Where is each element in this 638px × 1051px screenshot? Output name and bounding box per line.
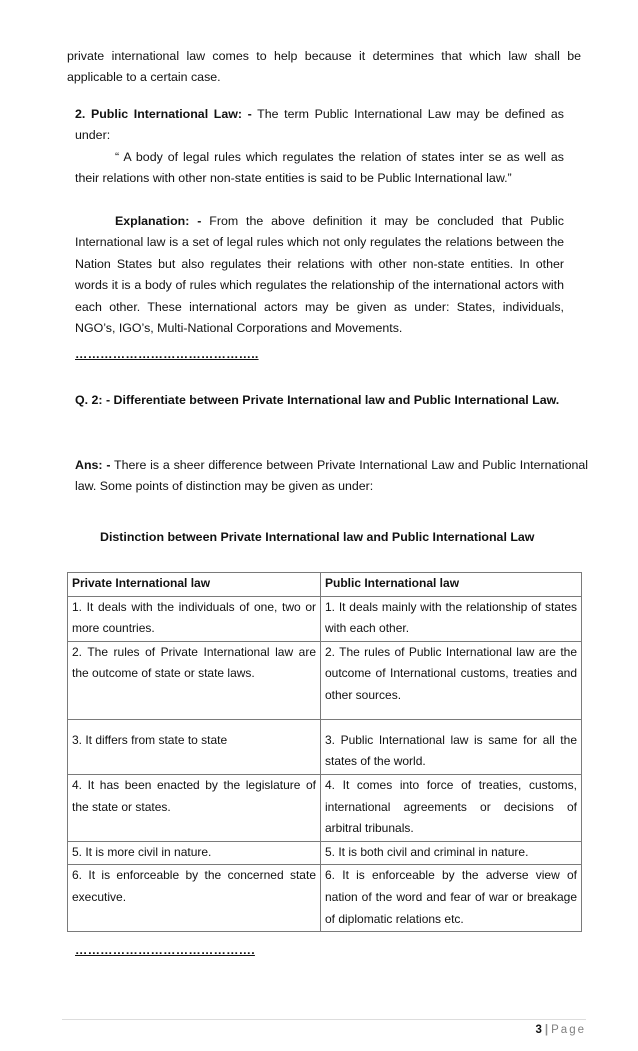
table-cell: 4. It comes into force of treaties, customs, international agreements or decisions of arbitral tribunals. (321, 774, 582, 841)
explanation-text: From the above definition it may be concluded that Public International law is a set of legal rules which not only regulates the relations between the Nation States but also regulates their relations with other non-state entities. In other words it is a body of rules which regulates the relationship of the international actors with each other. These international actors may be given as under: States, individuals, NGO’s, IGO’s, Multi-National Corporations and Movements. (75, 214, 564, 336)
answer-label: Ans: - (75, 458, 111, 472)
section-public-international-law (75, 104, 564, 147)
table-cell: 6. It is enforceable by the adverse view of nation of the word and fear of war or breakage of diplomatic relations etc. (321, 865, 582, 932)
separator-dots: …………………………………….. (75, 347, 259, 361)
separator-dots: ……………………………………. (75, 943, 255, 957)
page-footer (536, 1024, 586, 1036)
footer-divider (62, 1019, 586, 1020)
section-heading: 2. Public International Law: - (75, 107, 252, 121)
page-label: Page (551, 1024, 586, 1036)
table-cell: 2. The rules of Private International law are the outcome of state or state laws. (68, 641, 321, 719)
table-header-cell: Public International law (321, 573, 582, 597)
table-cell: 4. It has been enacted by the legislature of the state or states. (68, 774, 321, 841)
definition-quote: “ A body of legal rules which regulates the relation of states inter se as well as their relations with other non-state entities is said to be Public International law.” (75, 150, 564, 186)
table-cell: 1. It deals mainly with the relationship of states with each other. (321, 596, 582, 641)
answer-paragraph (75, 455, 588, 498)
explanation-paragraph (75, 211, 564, 339)
explanation-label: Explanation: - (115, 214, 202, 228)
table-row (68, 841, 582, 865)
table-title: Distinction between Private International law and Public International Law (100, 530, 535, 544)
table-cell: 5. It is more civil in nature. (68, 841, 321, 865)
question-heading: Q. 2: - Differentiate between Private International law and Public International Law. (75, 393, 560, 407)
table-row (68, 774, 582, 841)
table-header-cell: Private International law (68, 573, 321, 597)
section-text: The term Public International Law may be defined as under: (75, 107, 564, 143)
table-row (68, 596, 582, 641)
intro-paragraph: private international law comes to help because it determines that which law shall be applicable to a certain case. (67, 49, 581, 85)
table-row (68, 865, 582, 932)
table-cell: 3. It differs from state to state (68, 719, 321, 774)
table-cell: 2. The rules of Public International law are the outcome of International customs, treaties and other sources. (321, 641, 582, 719)
table-row (68, 719, 582, 774)
distinction-table (67, 572, 582, 932)
table-cell: 5. It is both civil and criminal in nature. (321, 841, 582, 865)
table-row (68, 641, 582, 719)
table-header-row (68, 573, 582, 597)
answer-text: There is a sheer difference between Private International Law and Public International law. Some points of distinction may be given as under: (75, 458, 588, 494)
table-cell: 6. It is enforceable by the concerned state executive. (68, 865, 321, 932)
footer-separator: | (544, 1024, 549, 1036)
page-number: 3 (535, 1024, 542, 1036)
table-cell: 1. It deals with the individuals of one, two or more countries. (68, 596, 321, 641)
table-cell: 3. Public International law is same for all the states of the world. (321, 719, 582, 774)
